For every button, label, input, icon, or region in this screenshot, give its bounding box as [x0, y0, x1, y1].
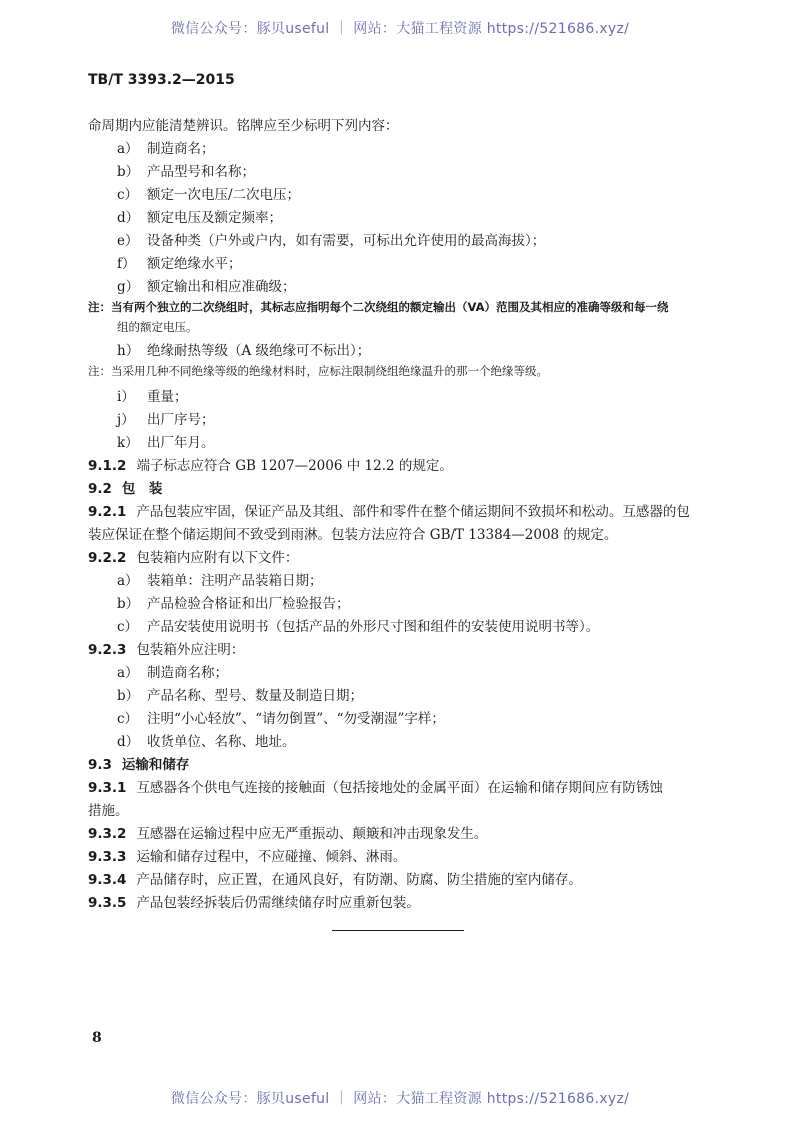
list-marker: g） [117, 279, 140, 295]
list-marker: a） [117, 665, 139, 681]
section-9-3-1-continued: 措施。 [88, 803, 129, 819]
list-marker: f） [117, 256, 136, 272]
list-item [117, 339, 370, 359]
list-marker: d） [117, 210, 140, 226]
list-item [117, 661, 228, 681]
section-9-2-1 [88, 500, 690, 520]
list-item [117, 592, 350, 612]
list-marker: e） [117, 233, 139, 249]
list-item [117, 137, 215, 157]
list-text: 装箱单：注明产品装箱日期； [147, 573, 323, 589]
list-item [117, 684, 363, 704]
list-item [117, 206, 282, 226]
list-text: 设备种类（户外或户内，如有需要，可标出允许使用的最高海拔）； [147, 233, 546, 249]
list-text: 产品名称、型号、数量及制造日期； [147, 688, 363, 704]
section-title: 运输和储存 [121, 757, 190, 773]
list-text: 额定一次电压/二次电压； [147, 187, 301, 203]
section-text: 产品包装应牢固，保证产品及其组、部件和零件在整个储运期间不致损坏和松动。互感器的包 [136, 504, 690, 520]
list-text: 产品检验合格证和出厂检验报告； [147, 596, 350, 612]
list-text: 出厂年月。 [147, 435, 215, 451]
section-9-3-3 [88, 845, 406, 865]
section-text: 包装箱外应注明： [136, 642, 245, 658]
list-text: 出厂序号； [147, 412, 215, 428]
list-text: 制造商名称； [147, 665, 228, 681]
section-number: 9.2.1 [88, 504, 127, 520]
list-marker: c） [117, 619, 139, 635]
list-item [117, 252, 242, 272]
list-item [117, 408, 215, 428]
section-number: 9.3.2 [88, 826, 127, 842]
list-item [117, 275, 296, 295]
list-marker: a） [117, 573, 139, 589]
list-marker: k） [117, 435, 139, 451]
section-9-2-1-continued: 装应保证在整个储运期间不致受到雨淋。包装方法应符合 GB/T 13384—2008 的规定。 [88, 527, 618, 543]
section-9-3-5 [88, 891, 420, 911]
list-text: 产品型号和名称； [147, 164, 255, 180]
list-text: 绝缘耐热等级（A 级绝缘可不标出）； [147, 343, 371, 359]
list-item [117, 615, 599, 635]
list-marker: b） [117, 596, 140, 612]
section-9-3-heading [88, 753, 189, 773]
section-title: 包 装 [121, 481, 163, 497]
list-marker: i） [117, 389, 135, 405]
list-text: 收货单位、名称、地址。 [147, 734, 296, 750]
section-9-2-3 [88, 638, 244, 658]
section-text: 产品包装经拆装后仍需继续储存时应重新包装。 [136, 895, 420, 911]
list-text: 重量； [147, 389, 188, 405]
intro-text: 命周期内应能清楚辨识。铭牌应至少标明下列内容： [88, 118, 399, 134]
section-9-3-2 [88, 822, 487, 842]
list-item [117, 707, 445, 727]
list-item [117, 730, 296, 750]
list-text: 注明“小心轻放”、“请勿倒置”、“勿受潮湿”字样； [147, 711, 445, 727]
list-marker: d） [117, 734, 140, 750]
section-number: 9.3.4 [88, 872, 127, 888]
watermark-bottom: 微信公众号：豚贝useful ｜ 网站：大猫工程资源 https://521686.xyz/ [170, 1091, 630, 1107]
section-9-2-heading [88, 477, 162, 497]
watermark-top: 微信公众号：豚贝useful ｜ 网站：大猫工程资源 https://521686.xyz/ [170, 21, 630, 37]
section-9-2-2 [88, 546, 298, 566]
section-text: 运输和储存过程中，不应碰撞、倾斜、淋雨。 [136, 849, 407, 865]
list-item [117, 160, 255, 180]
section-number: 9.3.1 [88, 780, 127, 796]
standard-header: TB/T 3393.2—2015 [88, 72, 235, 88]
section-number: 9.3 [88, 757, 112, 773]
section-number: 9.2.2 [88, 550, 127, 566]
list-item [117, 229, 545, 249]
note-2: 注：当采用几种不同绝缘等级的绝缘材料时，应标注限制绕组绝缘温升的那一个绝缘等级。 [88, 364, 548, 378]
list-text: 额定电压及额定频率； [147, 210, 282, 226]
list-item [117, 385, 188, 405]
section-9-3-4 [88, 868, 582, 888]
list-marker: b） [117, 688, 140, 704]
list-item [117, 569, 323, 589]
note-1: 注：当有两个独立的二次绕组时，其标志应指明每个二次绕组的额定输出（VA）范围及其相应的准确等级和每一绕 [88, 300, 669, 314]
section-text: 产品储存时，应正置，在通风良好，有防潮、防腐、防尘措施的室内储存。 [136, 872, 582, 888]
list-marker: a） [117, 141, 139, 157]
list-marker: c） [117, 711, 139, 727]
list-text: 额定输出和相应准确级； [147, 279, 296, 295]
section-text: 包装箱内应附有以下文件： [136, 550, 299, 566]
list-marker: h） [117, 343, 140, 359]
section-number: 9.2.3 [88, 642, 127, 658]
section-number: 9.1.2 [88, 458, 127, 474]
list-marker: j） [117, 412, 135, 428]
list-marker: c） [117, 187, 139, 203]
end-rule [332, 930, 464, 931]
list-item [117, 431, 215, 451]
list-text: 制造商名； [147, 141, 215, 157]
section-9-1-2 [88, 454, 453, 474]
section-number: 9.2 [88, 481, 112, 497]
note-1-continued: 组的额定电压。 [117, 320, 198, 334]
list-text: 产品安装使用说明书（包括产品的外形尺寸图和组件的安装使用说明书等）。 [147, 619, 600, 635]
section-number: 9.3.5 [88, 895, 127, 911]
section-text: 互感器各个供电气连接的接触面（包括接地处的金属平面）在运输和储存期间应有防锈蚀 [136, 780, 663, 796]
section-9-3-1 [88, 776, 663, 796]
list-marker: b） [117, 164, 140, 180]
list-item [117, 183, 300, 203]
section-number: 9.3.3 [88, 849, 127, 865]
section-text: 互感器在运输过程中应无严重振动、颠簸和冲击现象发生。 [136, 826, 488, 842]
list-text: 额定绝缘水平； [147, 256, 242, 272]
page-number: 8 [92, 1030, 102, 1046]
section-text: 端子标志应符合 GB 1207—2006 中 12.2 的规定。 [136, 458, 453, 474]
